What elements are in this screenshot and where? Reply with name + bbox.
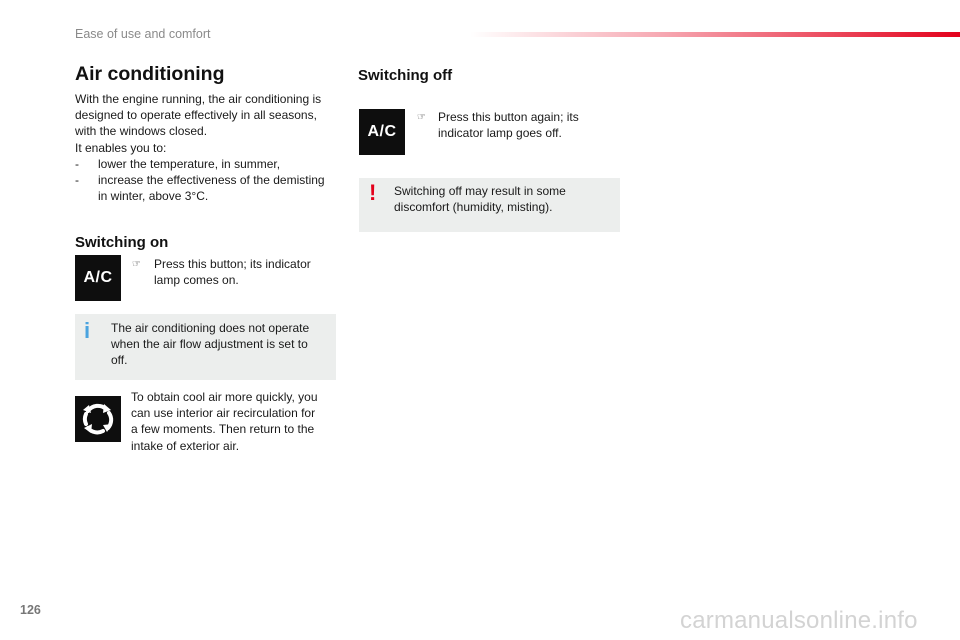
pointing-finger-icon: ☞ [132,259,141,270]
warning-icon: ! [369,180,377,205]
info-note-text: The air conditioning does not operate when the air flow adjustment is set to off. [111,321,310,368]
intro-line: designed to operate effectively in all seasons, [75,108,317,123]
switching-on-heading: Switching on [75,234,169,251]
section-header: Ease of use and comfort [75,27,211,41]
bullet-dash: - [75,156,79,171]
intro-line: with the windows closed. [75,124,208,139]
ac-button-icon [75,255,121,301]
watermark: carmanualsonline.info [680,607,918,634]
recirculation-text: To obtain cool air more quickly, you can use interior air recirculation for a few moments. Then return to the intake of exterior air. [131,390,318,453]
intro-line: It enables you to: [75,140,167,155]
bullet-text: increase the effectiveness of the demisting in winter, above 3°C. [98,173,325,204]
info-icon: i [84,318,91,343]
header-rule [470,32,960,37]
switching-off-heading: Switching off [358,67,453,84]
bullet-item [75,156,345,172]
ac-button-label: A/C [83,269,113,286]
pointing-finger-icon: ☞ [417,112,426,123]
ac-button-label: A/C [367,123,397,140]
bullet-item [75,172,345,204]
recirculation-button-icon [75,396,121,442]
page-number: 126 [20,603,41,617]
page-title: Air conditioning [75,63,225,85]
switching-off-instruction: Press this button again; its indicator lamp goes off. [438,110,579,141]
warning-note-text: Switching off may result in some discomfort (humidity, misting). [394,184,566,215]
intro-text [75,91,345,204]
bullet-dash: - [75,173,79,188]
intro-line: With the engine running, the air conditioning is [75,92,322,106]
ac-button-icon [359,109,405,155]
switching-on-instruction: Press this button; its indicator lamp comes on. [154,257,311,288]
bullet-text: lower the temperature, in summer, [98,156,281,171]
air-recirculation-icon [78,399,118,439]
